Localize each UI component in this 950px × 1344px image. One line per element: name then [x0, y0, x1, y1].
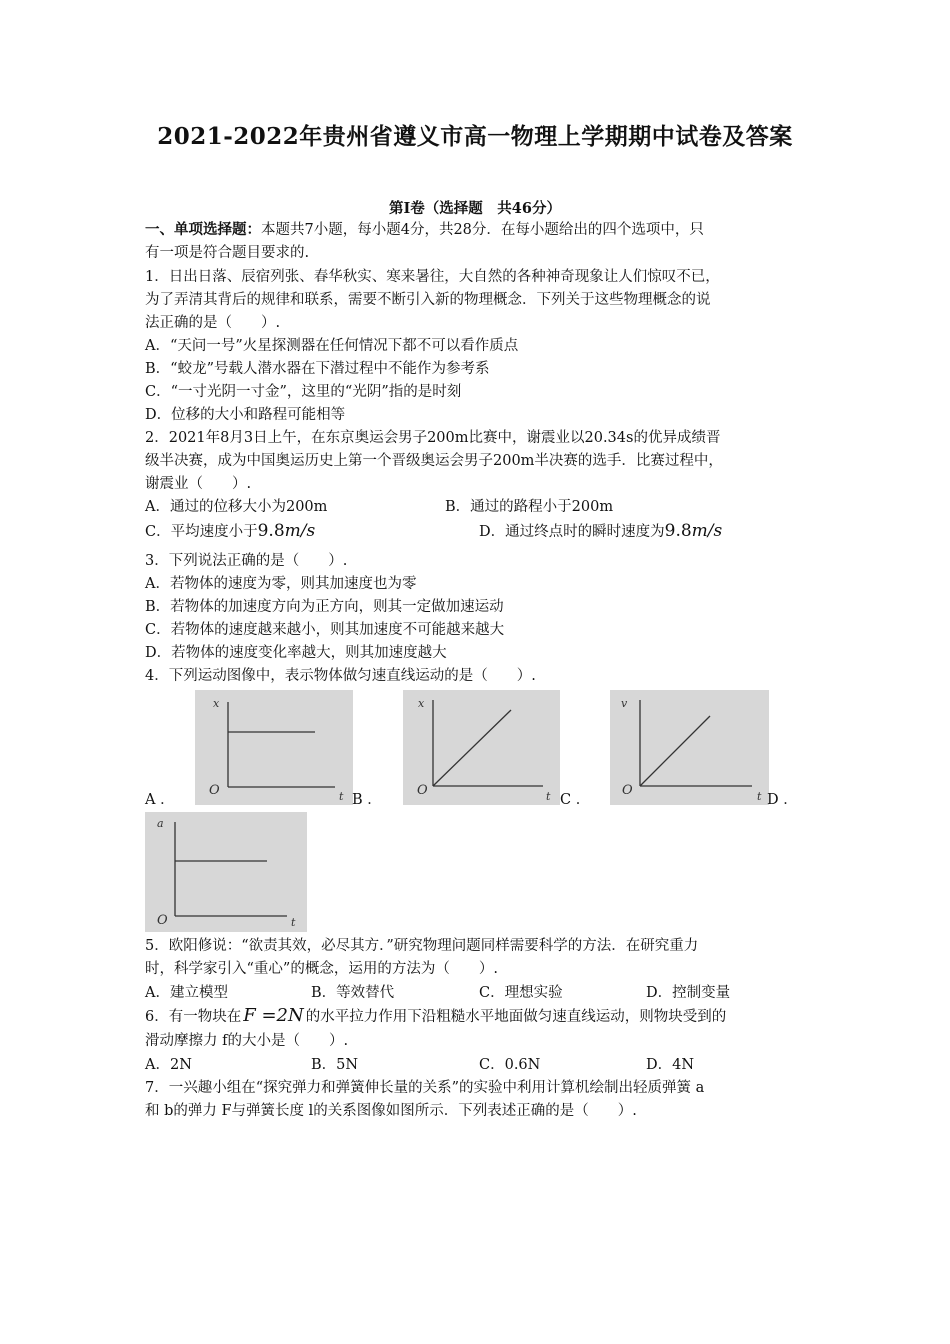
q6-stem-post: 的水平拉力作用下沿粗糙水平地面做匀速直线运动，则物块受到的	[305, 1009, 727, 1025]
q4-graph-d-x-label: t	[291, 916, 296, 929]
q1-option-d: D．位移的大小和路程可能相等	[145, 407, 346, 423]
q2-option-c-text: C．平均速度小于	[145, 524, 258, 540]
q4-label-a: A ．	[145, 792, 175, 808]
part1-heading: 一、单项选择题：	[145, 221, 261, 238]
q4-graph-b-origin: O	[417, 783, 428, 798]
q2-option-d-number: 9.8	[664, 521, 692, 541]
q4-graph-c	[610, 690, 769, 805]
q4-graph-a-y-label: x	[213, 697, 220, 710]
q4-graph-b-svg	[403, 690, 560, 805]
q2-option-d-text: D．通过终点时的瞬时速度为	[479, 524, 665, 540]
q2-option-c	[145, 521, 315, 542]
q6-stem-line-2: 滑动摩擦力 f的大小是（ ）.	[145, 1033, 349, 1049]
q6-option-a: A．2N	[145, 1057, 192, 1073]
q6-option-c: C．0.6N	[479, 1057, 541, 1073]
q4-graph-c-origin: O	[622, 783, 633, 798]
q6-option-b: B．5N	[311, 1057, 359, 1073]
part1-intro-text: 本题共7小题，每小题4分，共28分．在每小题给出的四个选项中，只	[261, 222, 704, 238]
page-title: 2021-2022年贵州省遵义市高一物理上学期期中试卷及答案	[157, 123, 793, 150]
q4-graph-d-y-label: a	[157, 817, 164, 830]
q4-stem: 4．下列运动图像中，表示物体做匀速直线运动的是（ ）.	[145, 668, 536, 684]
q4-graph-d	[145, 812, 307, 932]
q4-graph-b	[403, 690, 560, 805]
q4-graph-c-svg	[610, 690, 769, 805]
q4-graph-c-y-label: v	[621, 697, 628, 710]
q4-label-c: C ．	[560, 792, 591, 808]
q2-option-d	[479, 521, 722, 542]
q4-label-d: D ．	[767, 792, 798, 808]
q4-graph-a-svg	[195, 690, 353, 805]
part1-intro-line-2: 有一项是符合题目要求的.	[145, 245, 310, 261]
q2-option-c-number: 9.8	[257, 521, 285, 541]
q7-stem-line-2: 和 b的弹力 F与弹簧长度 l的关系图像如图所示．下列表述正确的是（ ）.	[145, 1103, 637, 1119]
section-header: 第Ⅰ卷（选择题 共46分）	[389, 200, 561, 217]
q5-option-d: D．控制变量	[646, 985, 731, 1001]
q2-option-d-unit: m/s	[691, 521, 723, 541]
q2-stem-line-2: 级半决赛，成为中国奥运历史上第一个晋级奥运会男子200m半决赛的选手．比赛过程中，	[145, 453, 723, 469]
q6-formula: F =2N	[243, 1005, 304, 1026]
q1-stem-line-1: 1．日出日落、辰宿列张、春华秋实、寒来暑往，大自然的各种神奇现象让人们惊叹不已，	[145, 269, 720, 285]
q6-option-d: D．4N	[646, 1057, 695, 1073]
q4-graph-a-x-label: t	[339, 790, 344, 803]
q7-stem-line-1: 7．一兴趣小组在“探究弹力和弹簧伸长量的关系”的实验中利用计算机绘制出轻质弹簧 a	[145, 1080, 705, 1096]
q4-graph-d-svg	[145, 812, 307, 932]
q2-stem-line-1: 2．2021年8月3日上午，在东京奥运会男子200m比赛中，谢震业以20.34s的优异成绩晋	[145, 430, 721, 446]
q6-stem-line-1	[145, 1006, 726, 1027]
q4-label-b: B ．	[352, 792, 382, 808]
q2-option-c-unit: m/s	[284, 521, 316, 541]
q2-stem-line-3: 谢震业（ ）.	[145, 476, 252, 492]
q3-option-a: A．若物体的速度为零，则其加速度也为零	[145, 576, 417, 592]
q3-option-d: D．若物体的速度变化率越大，则其加速度越大	[145, 645, 447, 661]
q4-graph-b-x-label: t	[546, 790, 551, 803]
q4-graph-d-origin: O	[157, 913, 168, 928]
q1-stem-line-3: 法正确的是（ ）.	[145, 315, 281, 331]
q5-stem-line-1: 5．欧阳修说：“欲责其效，必尽其方．”研究物理问题同样需要科学的方法．在研究重力	[145, 938, 699, 954]
q4-graph-a-origin: O	[209, 783, 220, 798]
q1-option-a: A．“天问一号”火星探测器在任何情况下都不可以看作质点	[145, 338, 519, 354]
q4-graph-c-x-label: t	[757, 790, 762, 803]
q1-option-b: B．“蛟龙”号载人潜水器在下潜过程中不能作为参考系	[145, 361, 490, 377]
q5-option-b: B．等效替代	[311, 985, 395, 1001]
q3-option-b: B．若物体的加速度方向为正方向，则其一定做加速运动	[145, 599, 504, 615]
q5-stem-line-2: 时，科学家引入“重心”的概念，运用的方法为（ ）.	[145, 961, 498, 977]
q5-option-a: A．建立模型	[145, 985, 228, 1001]
q2-option-a: A．通过的位移大小为200m	[145, 499, 328, 515]
q3-stem: 3．下列说法正确的是（ ）.	[145, 553, 348, 569]
q4-graph-a	[195, 690, 353, 805]
q1-stem-line-2: 为了弄清其背后的规律和联系，需要不断引入新的物理概念．下列关于这些物理概念的说	[145, 292, 711, 308]
q3-option-c: C．若物体的速度越来越小，则其加速度不可能越来越大	[145, 622, 505, 638]
q1-option-c: C．“一寸光阴一寸金”，这里的“光阴”指的是时刻	[145, 384, 462, 400]
q6-stem-pre: 6．有一物块在	[145, 1009, 242, 1025]
q5-option-c: C．理想实验	[479, 985, 563, 1001]
q2-option-b: B．通过的路程小于200m	[445, 499, 614, 515]
part1-intro-line-1	[145, 220, 704, 240]
q4-graph-b-y-label: x	[418, 697, 425, 710]
